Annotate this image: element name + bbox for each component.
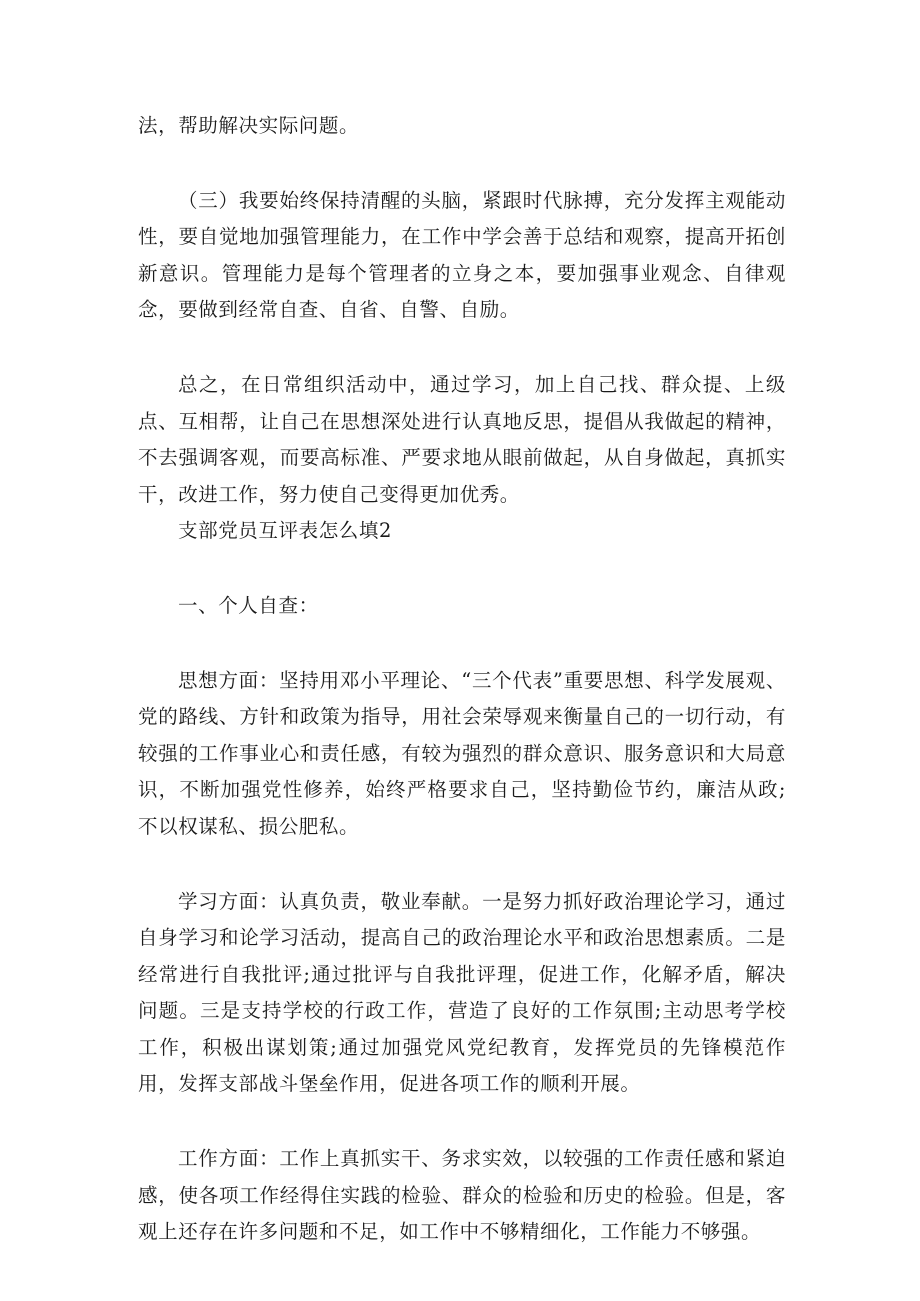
paragraph-study: 学习方面：认真负责，敬业奉献。一是努力抓好政治理论学习，通过自身学习和论学习活动，提高自己的政治理论水平和政治思想素质。二是经常进行自我批评;通过批评与自我批评理，促进工作，化解矛盾，解决问题。三是支持学校的行政工作，营造了良好的工作氛围;主动思考学校工作，积极出谋划策;通过加强党风党纪教育，发挥党员的先锋模范作用，发挥支部战斗堡垒作用，促进各项工作的顺利开展。	[138, 889, 786, 1096]
heading-self-check: 一、个人自查：	[178, 593, 319, 617]
paragraph-three: （三）我要始终保持清醒的头脑，紧跟时代脉搏，充分发挥主观能动性，要自觉地加强管理能力，在工作中学会善于总结和观察，提高开拓创新意识。管理能力是每个管理者的立身之本，要加强事业观念、自律观念，要做到经常自查、自省、自警、自励。	[138, 188, 786, 322]
document-page	[138, 108, 786, 1251]
paragraph-work: 工作方面：工作上真抓实干、务求实效，以较强的工作责任感和紧迫感，使各项工作经得住实践的检验、群众的检验和历史的检验。但是，客观上还存在许多问题和不足，如工作中不够精细化，工作能力不够强。	[138, 1147, 786, 1244]
paragraph-summary: 总之，在日常组织活动中，通过学习，加上自己找、群众提、上级点、互相帮，让自己在思想深处进行认真地反思，提倡从我做起的精神，不去强调客观，而要高标准、严要求地从眼前做起，从自身做起，真抓实干，改进工作，努力使自己变得更加优秀。	[138, 372, 786, 506]
paragraph-thought: 思想方面：坚持用邓小平理论、“三个代表”重要思想、科学发展观、党的路线、方针和政策为指导，用社会荣辱观来衡量自己的一切行动，有较强的工作事业心和责任感，有较为强烈的群众意识、服务意识和大局意识，不断加强党性修养，始终严格要求自己，坚持勤俭节约，廉洁从政;不以权谋私、损公肥私。	[138, 668, 786, 838]
section-title: 支部党员互评表怎么填2	[178, 519, 393, 543]
paragraph-continuation: 法，帮助解决实际问题。	[138, 114, 360, 137]
